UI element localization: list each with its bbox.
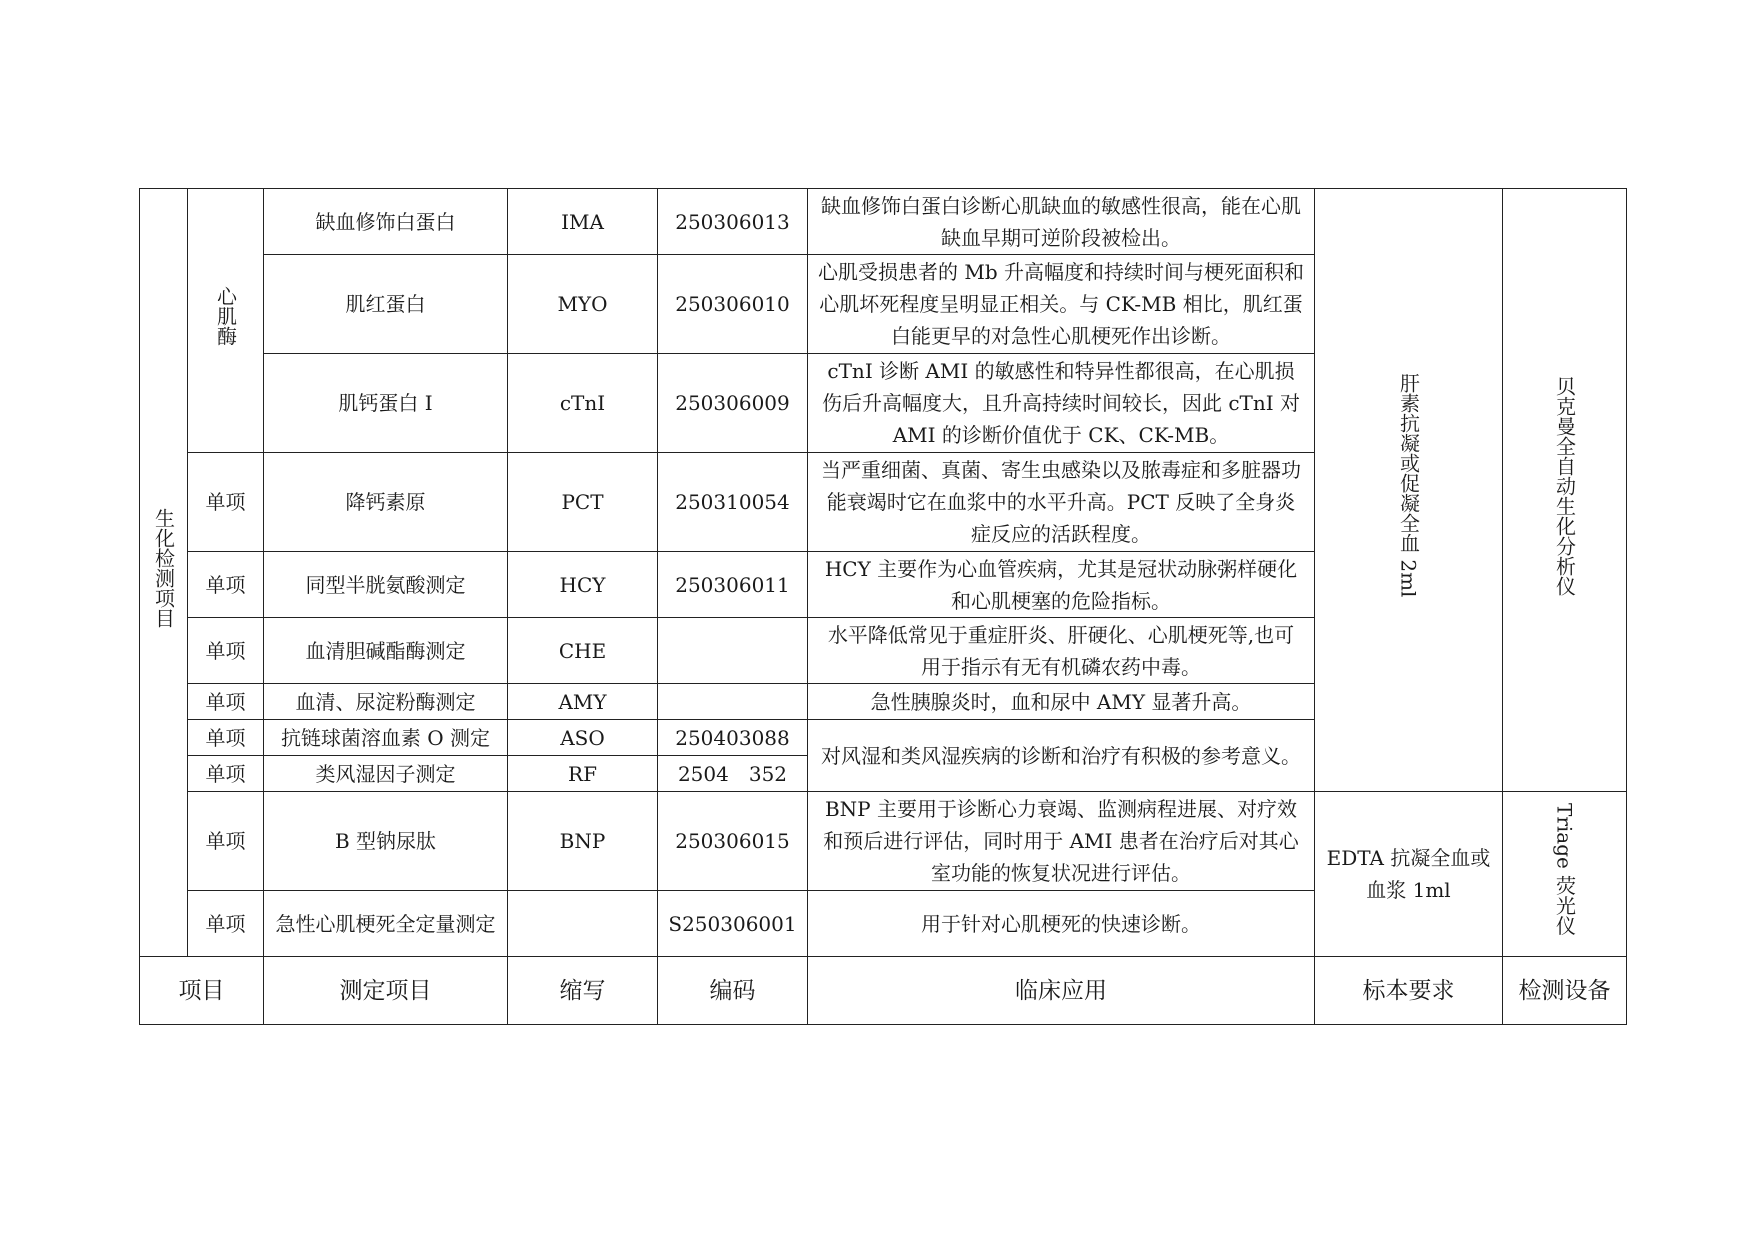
test-name: 肌钙蛋白 I: [264, 354, 508, 453]
header-device: 检测设备: [1503, 957, 1627, 1025]
test-abbr: HCY: [508, 552, 658, 618]
test-desc: HCY 主要作为心血管疾病，尤其是冠状动脉粥样硬化和心肌梗塞的危险指标。: [808, 552, 1315, 618]
test-code: 250306010: [658, 255, 808, 354]
device-group2-cell: [1503, 792, 1627, 957]
test-name: 类风湿因子测定: [264, 756, 508, 792]
test-name: 急性心肌梗死全定量测定: [264, 891, 508, 957]
test-code: [658, 618, 808, 684]
test-desc: 缺血修饰白蛋白诊断心肌缺血的敏感性很高，能在心肌缺血早期可逆阶段被检出。: [808, 189, 1315, 255]
test-abbr: RF: [508, 756, 658, 792]
test-type: 单项: [188, 618, 264, 684]
test-code: 250306009: [658, 354, 808, 453]
test-abbr: CHE: [508, 618, 658, 684]
group-myocardial-label: 心肌酶: [213, 286, 238, 346]
test-code: S250306001: [658, 891, 808, 957]
header-clinical: 临床应用: [808, 957, 1315, 1025]
test-abbr: MYO: [508, 255, 658, 354]
category-label: 生化检测项目: [151, 508, 176, 628]
test-desc: 水平降低常见于重症肝炎、肝硬化、心肌梗死等,也可用于指示有无有机磷农药中毒。: [808, 618, 1315, 684]
header-abbr: 缩写: [508, 957, 658, 1025]
test-name: 血清胆碱酯酶测定: [264, 618, 508, 684]
test-name: 肌红蛋白: [264, 255, 508, 354]
test-abbr: ASO: [508, 720, 658, 756]
test-code: [658, 684, 808, 720]
test-type: 单项: [188, 720, 264, 756]
test-name: 同型半胱氨酸测定: [264, 552, 508, 618]
test-code: 250403088: [658, 720, 808, 756]
test-type: 单项: [188, 891, 264, 957]
header-code: 编码: [658, 957, 808, 1025]
test-desc: 心肌受损患者的 Mb 升高幅度和持续时间与梗死面积和心肌坏死程度呈明显正相关。与 CK-MB 相比，肌红蛋白能更早的对急性心肌梗死作出诊断。: [808, 255, 1315, 354]
test-type: 单项: [188, 684, 264, 720]
test-name: B 型钠尿肽: [264, 792, 508, 891]
test-type: 单项: [188, 792, 264, 891]
header-test-item: 测定项目: [264, 957, 508, 1025]
test-code: 2504 352: [658, 756, 808, 792]
test-desc: BNP 主要用于诊断心力衰竭、监测病程进展、对疗效和预后进行评估，同时用于 AMI 患者在治疗后对其心室功能的恢复状况进行评估。: [808, 792, 1315, 891]
sample-group1-cell: [1315, 189, 1503, 792]
test-abbr: BNP: [508, 792, 658, 891]
test-type: 单项: [188, 756, 264, 792]
test-code: 250306015: [658, 792, 808, 891]
test-name: 血清、尿淀粉酶测定: [264, 684, 508, 720]
test-code: 250310054: [658, 453, 808, 552]
test-desc-shared: 对风湿和类风湿疾病的诊断和治疗有积极的参考意义。: [808, 720, 1315, 792]
device-group2-label: Triage 荧光仪: [1552, 803, 1577, 936]
test-abbr: AMY: [508, 684, 658, 720]
device-group1-cell: [1503, 189, 1627, 792]
sample-group2-cell: EDTA 抗凝全血或血浆 1ml: [1315, 792, 1503, 957]
test-abbr: [508, 891, 658, 957]
test-type: 单项: [188, 552, 264, 618]
sample-group1-label: 肝素抗凝或促凝全血 2ml: [1396, 373, 1421, 598]
device-group1-label: 贝克曼全自动生化分析仪: [1552, 375, 1577, 596]
category-cell: [140, 189, 188, 957]
test-abbr: cTnI: [508, 354, 658, 453]
test-desc: 急性胰腺炎时，血和尿中 AMY 显著升高。: [808, 684, 1315, 720]
table-row: [140, 189, 1627, 255]
test-desc: 当严重细菌、真菌、寄生虫感染以及脓毒症和多脏器功能衰竭时它在血浆中的水平升高。PCT 反映了全身炎症反应的活跃程度。: [808, 453, 1315, 552]
test-code: 250306013: [658, 189, 808, 255]
test-name: 降钙素原: [264, 453, 508, 552]
test-name: 抗链球菌溶血素 O 测定: [264, 720, 508, 756]
test-desc: cTnI 诊断 AMI 的敏感性和特异性都很高，在心肌损伤后升高幅度大，且升高持续时间较长，因此 cTnI 对 AMI 的诊断价值优于 CK、CK-MB。: [808, 354, 1315, 453]
test-abbr: PCT: [508, 453, 658, 552]
header-sample: 标本要求: [1315, 957, 1503, 1025]
table-row: [140, 792, 1627, 891]
table-header-row: [140, 957, 1627, 1025]
test-name: 缺血修饰白蛋白: [264, 189, 508, 255]
test-code: 250306011: [658, 552, 808, 618]
test-items-table: [139, 188, 1627, 1025]
test-abbr: IMA: [508, 189, 658, 255]
test-type: 单项: [188, 453, 264, 552]
header-project: 项目: [140, 957, 264, 1025]
test-desc: 用于针对心肌梗死的快速诊断。: [808, 891, 1315, 957]
group-myocardial-cell: [188, 189, 264, 453]
